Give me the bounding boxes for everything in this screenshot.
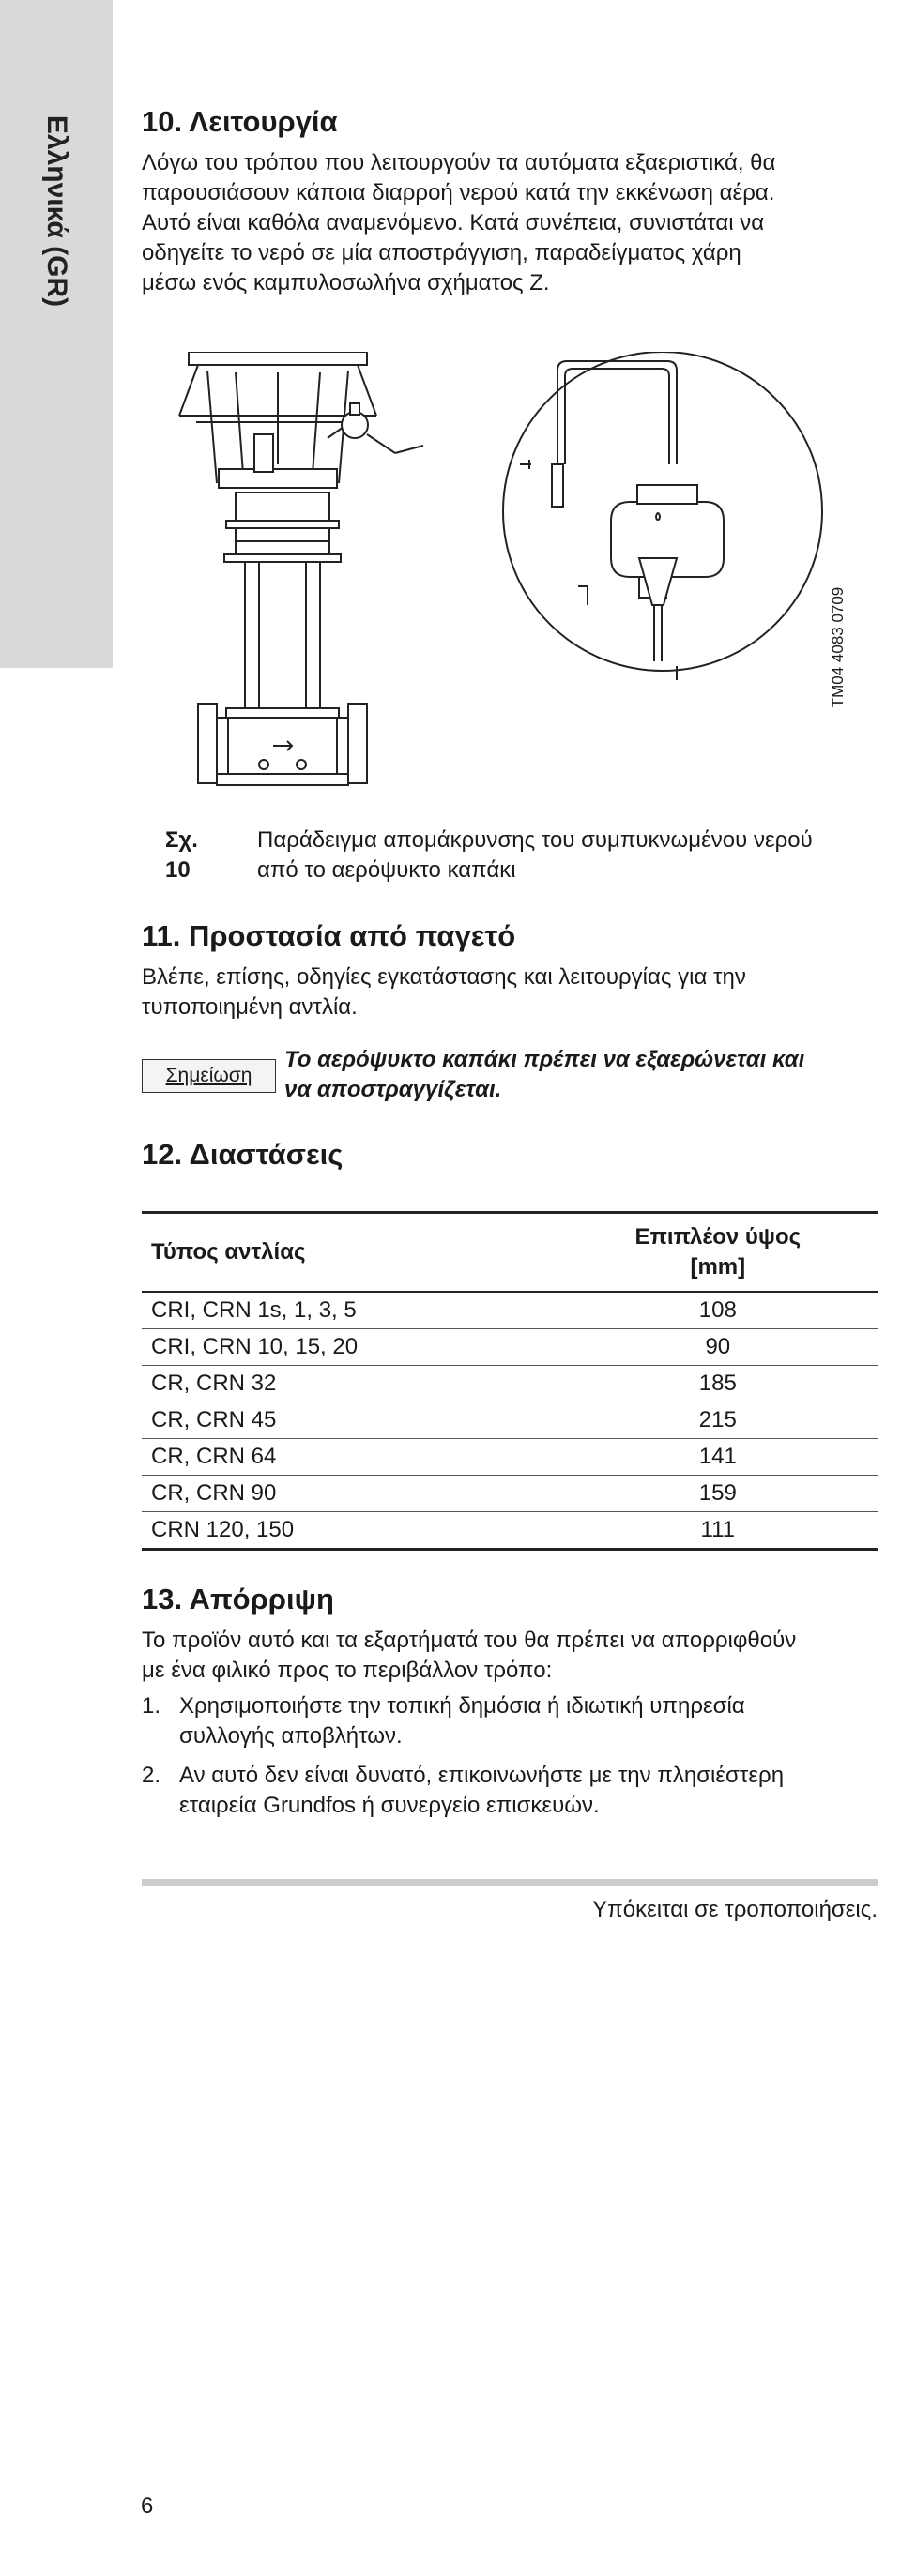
language-tab — [0, 0, 113, 668]
section-13-text: Το προϊόν αυτό και τα εξαρτήματά του θα πρέπει να απορριφθούν με ένα φιλικό προς το περιβάλλον τρόπο: — [142, 1628, 797, 1683]
condensate-drain-figure — [142, 352, 878, 802]
section-12-heading: 12. Διαστάσεις — [142, 1138, 344, 1171]
list-item: 1. Χρησιμοποιήστε την τοπική δημόσια ή ιδιωτική υπηρεσία συλλογής αποβλήτων. — [142, 1693, 745, 1749]
section-10-text: Λόγω του τρόπου που λειτουργούν τα αυτόματα εξαεριστικά, θα παρουσιάσουν κάποια διαρροή νερού κατά την εκκένωση αέρα. Αυτό είναι καθόλα αναμενόμενο. Κατά συνέπεια, συνιστάται να οδηγείτε το νερό σε μία αποστράγγιση, παραδείγματος χάρη μέσω ενός καμπυλοσωλήνα σχήματος Ζ. — [142, 150, 776, 295]
table-row: CR, CRN 64 141 — [142, 1439, 878, 1476]
disposal-list — [142, 1691, 878, 1830]
note-label: Σημείωση — [142, 1059, 276, 1093]
pump-top-plate — [189, 352, 367, 365]
language-label: Ελληνικά (GR) — [41, 114, 72, 308]
list-item: 2. Αν αυτό δεν είναι δυνατό, επικοινωνήστε με την πλησιέστερη εταιρεία Grundfos ή συνεργείο επισκευών. — [142, 1763, 785, 1818]
figure-caption — [165, 826, 878, 886]
coupling — [254, 434, 273, 472]
table-row: CR, CRN 90 159 — [142, 1476, 878, 1512]
table-header-row — [142, 1213, 878, 1293]
table-row: CRN 120, 150 111 — [142, 1512, 878, 1550]
inlet-flange — [198, 704, 217, 783]
table-row: CR, CRN 32 185 — [142, 1366, 878, 1402]
table-row: CRI, CRN 10, 15, 20 90 — [142, 1329, 878, 1366]
pump-sleeve — [245, 562, 320, 708]
footer-divider — [142, 1879, 878, 1886]
footer-note: Υπόκειται σε τροποποιήσεις. — [592, 1897, 878, 1922]
figure-number: Σχ. 10 — [165, 827, 198, 883]
table-row: CRI, CRN 1s, 1, 3, 5 108 — [142, 1292, 878, 1329]
section-11-heading: 11. Προστασία από παγετό — [142, 919, 516, 952]
outlet-flange — [348, 704, 367, 783]
note-text: Το αερόψυκτο καπάκι πρέπει να εξαερώνεται και να αποστραγγίζεται. — [284, 1047, 805, 1102]
figure-caption-text: Παράδειγμα απομάκρυνσης του συμπυκνωμένου νερού από το αερόψυκτο καπάκι — [257, 827, 813, 883]
section-10-heading: 10. Λειτουργία — [142, 105, 338, 138]
column-header-pump-type: Τύπος αντλίας — [142, 1213, 558, 1293]
column-header-extra-height: Επιπλέον ύψος [mm] — [558, 1213, 878, 1293]
section-13-heading: 13. Απόρριψη — [142, 1583, 334, 1615]
air-vent — [342, 412, 368, 438]
table-row: CR, CRN 45 215 — [142, 1402, 878, 1439]
section-11-text: Βλέπε, επίσης, οδηγίες εγκατάστασης και λειτουργίας για την τυποποιημένη αντλία. — [142, 964, 746, 1020]
dimensions-table — [142, 1211, 878, 1551]
page-number: 6 — [141, 2493, 154, 2519]
figure-id: TM04 4083 0709 — [829, 586, 847, 708]
